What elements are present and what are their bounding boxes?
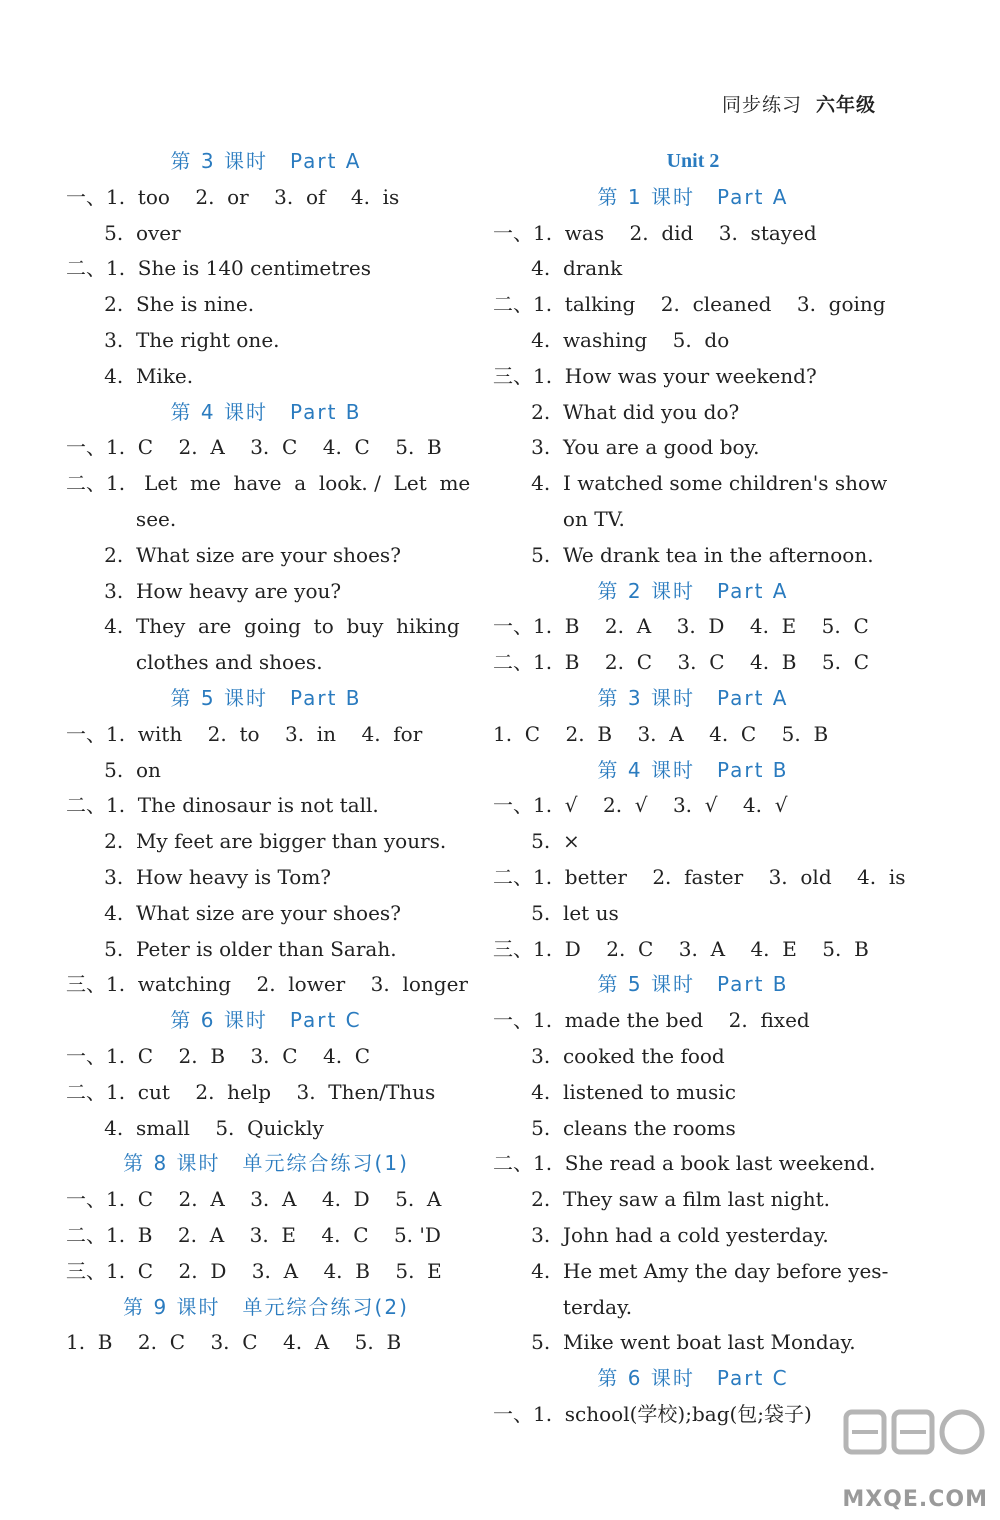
answer-line: 4. What size are your shoes?	[66, 900, 401, 925]
answer-line: 一、1. made the bed 2. fixed	[493, 1008, 810, 1033]
answer-line: terday.	[493, 1294, 633, 1319]
section-title: 第 4 课时 Part B	[170, 399, 362, 424]
answer-line: 4. Mike.	[66, 363, 194, 388]
watermark-logo-icon	[838, 1402, 988, 1472]
answer-line: 2. They saw a film last night.	[493, 1187, 830, 1212]
answer-line: 一、1. √ 2. √ 3. √ 4. √	[493, 793, 788, 818]
answer-line: 5. on	[66, 757, 161, 782]
answer-line: 4. listened to music	[493, 1079, 736, 1104]
section-title: 第 6 课时 Part C	[170, 1008, 362, 1033]
answer-line: 3. You are a good boy.	[493, 435, 760, 460]
answer-line: 二、1. talking 2. cleaned 3. going	[493, 292, 886, 317]
answer-line: 一、1. was 2. did 3. stayed	[493, 220, 817, 245]
answer-line: 2. My feet are bigger than yours.	[66, 829, 447, 854]
answer-line: 5. ×	[493, 829, 580, 854]
answer-line: 一、1. school(学校);bag(包;袋子)	[493, 1402, 812, 1426]
answer-line: 5. Mike went boat last Monday.	[493, 1330, 856, 1355]
section-title: Unit 2	[666, 150, 720, 172]
answer-line: on TV.	[493, 507, 625, 531]
answer-line: 三、1. watching 2. lower 3. longer	[66, 972, 468, 997]
answer-line: 2. She is nine.	[66, 292, 255, 317]
answer-line: 1. B 2. C 3. C 4. A 5. B	[66, 1330, 402, 1355]
answer-line: 一、1. C 2. B 3. C 4. C	[66, 1044, 371, 1068]
answer-line: clothes and shoes.	[66, 650, 323, 675]
answer-line: 4. He met Amy the day before yes-	[493, 1258, 889, 1283]
answer-line: 二、1. B 2. A 3. E 4. C 5. 'D	[66, 1223, 441, 1247]
answer-line: 3. John had a cold yesterday.	[493, 1223, 829, 1247]
answer-line: 二、1. cut 2. help 3. Then/Thus	[66, 1079, 436, 1104]
answer-line: see.	[66, 507, 177, 531]
answer-line: 二、1. She read a book last weekend.	[493, 1151, 876, 1176]
answer-line: 1. C 2. B 3. A 4. C 5. B	[493, 721, 829, 746]
answer-line: 4. They are going to buy hiking	[66, 614, 460, 639]
answer-line: 一、1. C 2. A 3. C 4. C 5. B	[66, 435, 442, 460]
section-title: 第 2 课时 Part A	[597, 578, 789, 603]
answer-line: 4. I watched some children's show	[493, 471, 888, 496]
answer-line: 三、1. C 2. D 3. A 4. B 5. E	[66, 1258, 442, 1283]
section-title: 第 3 课时 Part A	[170, 149, 362, 173]
answer-line: 4. washing 5. do	[493, 328, 730, 352]
page-header	[722, 90, 876, 117]
answer-line: 5. over	[66, 220, 181, 245]
watermark-text: MXQE.COM	[842, 1487, 988, 1512]
answer-line: 二、1. The dinosaur is not tall.	[66, 793, 379, 818]
answer-line: 5. We drank tea in the afternoon.	[493, 542, 874, 567]
section-title: 第 5 课时 Part B	[597, 972, 789, 997]
answer-line: 3. The right one.	[66, 328, 280, 352]
section-title: 第 4 课时 Part B	[597, 757, 789, 782]
answer-line: 4. small 5. Quickly	[66, 1115, 324, 1140]
answer-line: 二、1. better 2. faster 3. old 4. is	[493, 865, 906, 889]
answer-line: 5. Peter is older than Sarah.	[66, 936, 397, 961]
answer-line: 3. How heavy are you?	[66, 578, 342, 603]
answer-line: 三、1. How was your weekend?	[493, 363, 817, 388]
answer-line: 二、1. She is 140 centimetres	[66, 256, 371, 281]
section-title: 第 9 课时 单元综合练习(2)	[123, 1294, 409, 1319]
section-title: 第 5 课时 Part B	[170, 686, 362, 710]
grade-label: 六年级	[815, 94, 876, 116]
answer-line: 一、1. too 2. or 3. of 4. is	[66, 184, 400, 209]
answer-line: 2. What did you do?	[493, 399, 740, 424]
answer-line: 一、1. B 2. A 3. D 4. E 5. C	[493, 614, 869, 639]
answer-line: 3. How heavy is Tom?	[66, 865, 332, 889]
answer-line: 3. cooked the food	[493, 1044, 725, 1068]
answer-line: 二、1. Let me have a look. / Let me	[66, 471, 471, 496]
section-title: 第 1 课时 Part A	[597, 184, 789, 209]
watermark	[818, 1402, 988, 1512]
answer-line: 2. What size are your shoes?	[66, 542, 401, 567]
book-name: 同步练习	[721, 94, 802, 116]
answer-line: 5. let us	[493, 900, 619, 925]
answer-line: 一、1. C 2. A 3. A 4. D 5. A	[66, 1187, 442, 1212]
section-title: 第 8 课时 单元综合练习(1)	[123, 1151, 409, 1176]
answer-line: 三、1. D 2. C 3. A 4. E 5. B	[493, 936, 869, 961]
section-title: 第 6 课时 Part C	[597, 1366, 789, 1391]
answer-line: 二、1. B 2. C 3. C 4. B 5. C	[493, 650, 870, 675]
section-title: 第 3 课时 Part A	[597, 686, 789, 710]
answer-line: 5. cleans the rooms	[493, 1115, 736, 1140]
answer-line: 4. drank	[493, 256, 623, 281]
answer-line: 一、1. with 2. to 3. in 4. for	[66, 721, 423, 746]
